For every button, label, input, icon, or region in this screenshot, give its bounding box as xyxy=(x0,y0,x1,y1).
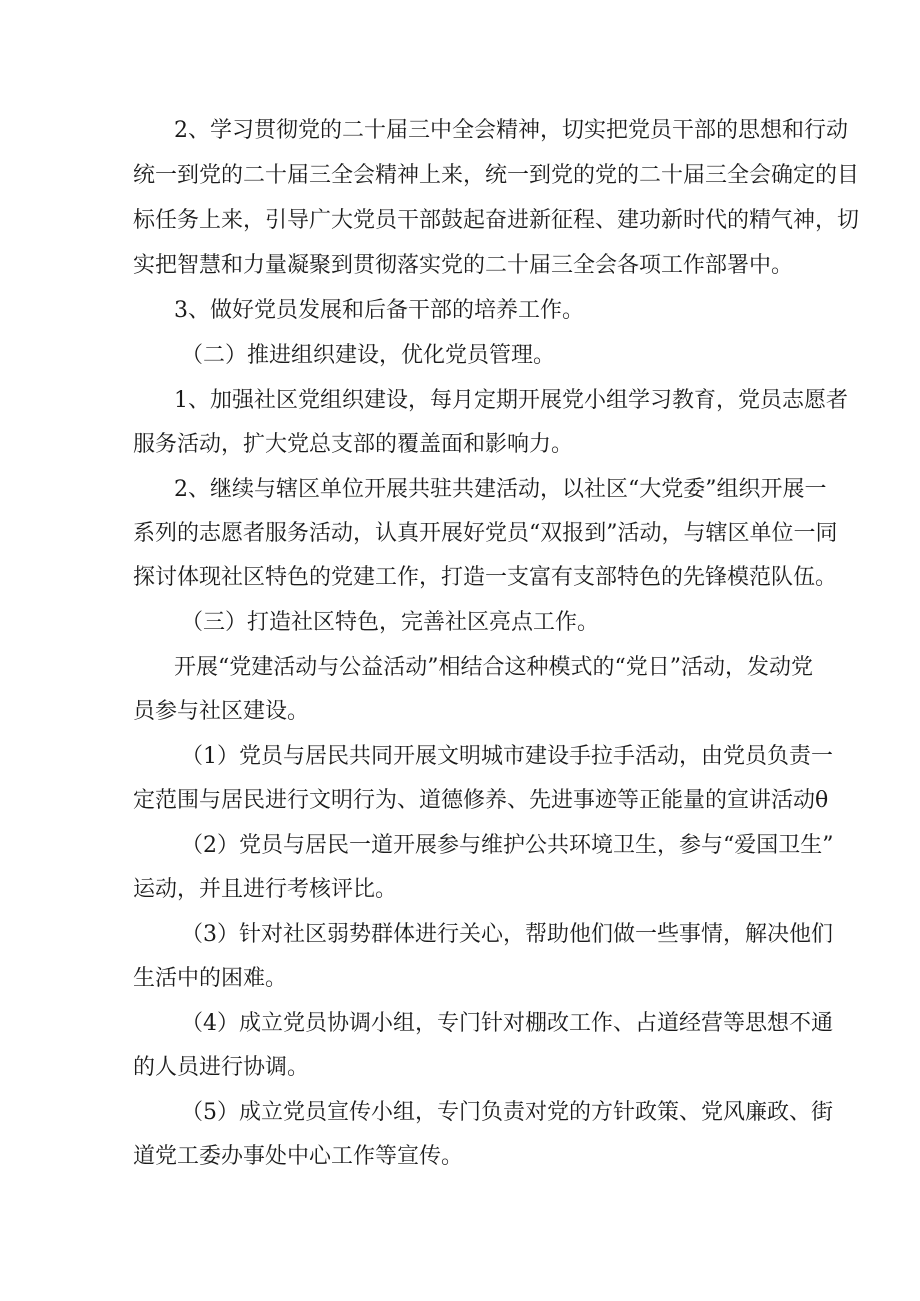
text-line: 服务活动，扩大党总支部的覆盖面和影响力。 xyxy=(133,432,574,457)
section-heading: （三）打造社区特色，完善社区亮点工作。 xyxy=(181,610,600,635)
text-line: 运动，并且进行考核评比。 xyxy=(133,877,398,902)
text-line: 开展“党建活动与公益活动”相结合这种模式的“党日”活动，发动党 xyxy=(174,655,813,680)
text-line: 定范围与居民进行文明行为、道德修养、先进事迹等正能量的宣讲活动θ xyxy=(133,788,829,813)
text-line: （1）党员与居民共同开展文明城市建设手拉手活动，由党员负责一 xyxy=(181,744,833,769)
text-line: 2、继续与辖区单位开展共驻共建活动，以社区“大党委”组织开展一 xyxy=(174,477,827,502)
text-line: 统一到党的二十届三全会精神上来，统一到党的党的二十届三全会确定的目 xyxy=(133,163,860,188)
text-line: 实把智慧和力量凝聚到贯彻落实党的二十届三全会各项工作部署中。 xyxy=(133,253,794,278)
text-line: 系列的志愿者服务活动，认真开展好党员“双报到”活动，与辖区单位一同 xyxy=(133,521,838,546)
text-line: （3）针对社区弱势群体进行关心，帮助他们做一些事情，解决他们 xyxy=(181,922,833,947)
text-line: 道党工委办事处中心工作等宣传。 xyxy=(133,1144,464,1169)
text-line: （5）成立党员宣传小组，专门负责对党的方针政策、党风廉政、街 xyxy=(181,1100,833,1125)
text-line: 标任务上来，引导广大党员干部鼓起奋进新征程、建功新时代的精气神，切 xyxy=(133,208,860,233)
text-line: 员参与社区建设。 xyxy=(133,699,310,724)
text-line: （2）党员与居民一道开展参与维护公共环境卫生，参与“爱国卫生” xyxy=(181,833,834,858)
section-heading: （二）推进组织建设，优化党员管理。 xyxy=(181,343,556,368)
text-line: 探讨体现社区特色的党建工作，打造一支富有支部特色的先锋模范队伍。 xyxy=(133,565,838,590)
text-line: （4）成立党员协调小组，专门针对棚改工作、占道经营等思想不通 xyxy=(181,1011,833,1036)
text-line: 生活中的困难。 xyxy=(133,966,288,991)
text-line: 2、学习贯彻党的二十届三中全会精神，切实把党员干部的思想和行动 xyxy=(174,118,848,143)
text-line: 的人员进行协调。 xyxy=(133,1055,310,1080)
text-line: 1、加强社区党组织建设，每月定期开展党小组学习教育，党员志愿者 xyxy=(174,388,848,413)
text-line: 3、做好党员发展和后备干部的培养工作。 xyxy=(174,298,584,323)
